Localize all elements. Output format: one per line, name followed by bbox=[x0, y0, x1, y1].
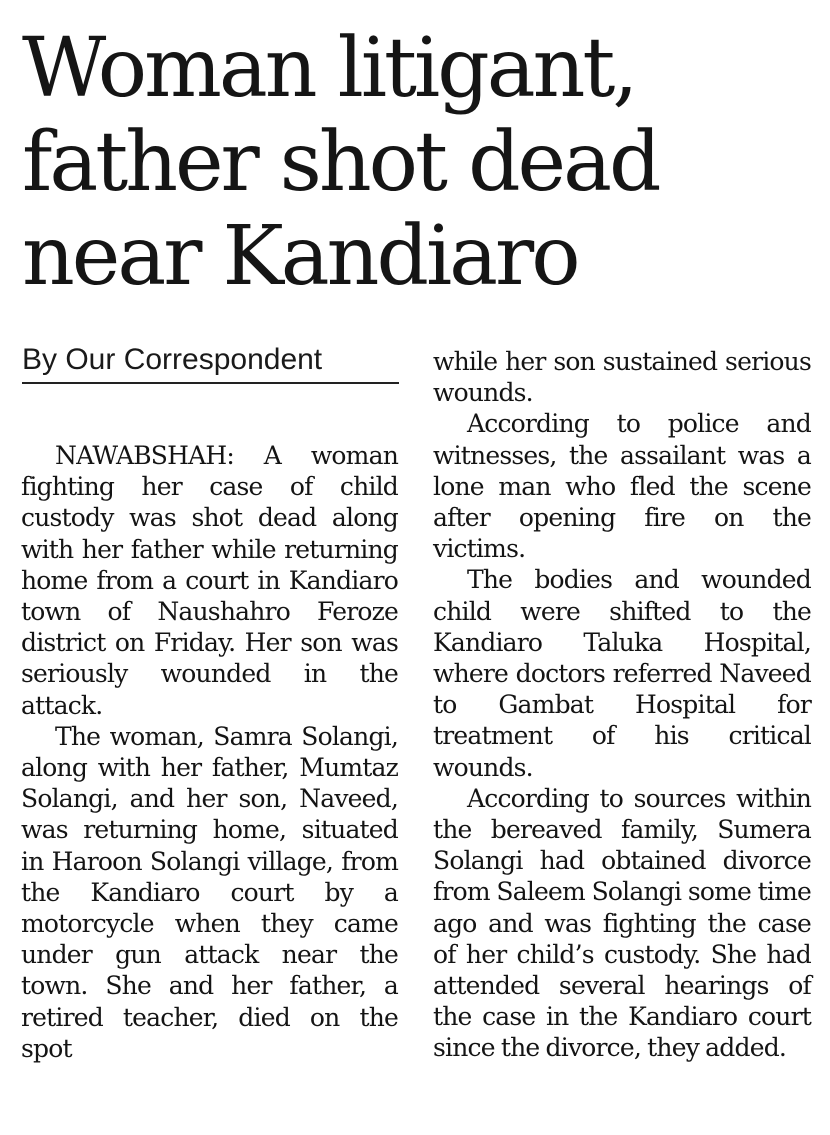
headline-line-2: father shot dead bbox=[22, 115, 659, 210]
paragraph-3: According to police and witnesses, the assailant was a lone man who fled the scene after opening fire on the victims. bbox=[433, 409, 811, 564]
headline-line-3: near Kandiaro bbox=[22, 209, 578, 304]
headline-line-1: Woman litigant, bbox=[22, 21, 636, 116]
paragraph-1: NAWABSHAH: A woman fighting her case of child custody was shot dead along with her father while returning home from a court in Kandiaro town of Naushahro Feroze district on Friday. Her son was seriously wounded in the attack. bbox=[21, 441, 398, 720]
paragraph-2: The woman, Samra Solangi, along with her father, Mumtaz Solangi, and her son, Naveed, was returning home, situated in Haroon Solangi village, from the Kandiaro court by a motorcycle when they came under gun attack near the town. She and her father, a retired teacher, died on the spot bbox=[21, 721, 398, 1063]
paragraph-5: According to sources within the bereaved family, Sumera Solangi had obtained divorce from Saleem Solangi some time ago and was fighting the case of her child’s custody. She had attended several hearings of the case in the Kandiaro court since the divorce, they added. bbox=[433, 783, 811, 1063]
paragraph-4: The bodies and wounded child were shifted to the Kandiaro Taluka Hospital, where doctors referred Naveed to Gambat Hospital for treatment of his critical wounds. bbox=[433, 565, 811, 782]
headline bbox=[22, 22, 822, 304]
left-column bbox=[21, 440, 398, 1064]
right-column bbox=[433, 346, 811, 1064]
paragraph-2-continued: while her son sustained serious wounds. bbox=[433, 347, 811, 408]
byline: By Our Correspondent bbox=[22, 340, 399, 384]
